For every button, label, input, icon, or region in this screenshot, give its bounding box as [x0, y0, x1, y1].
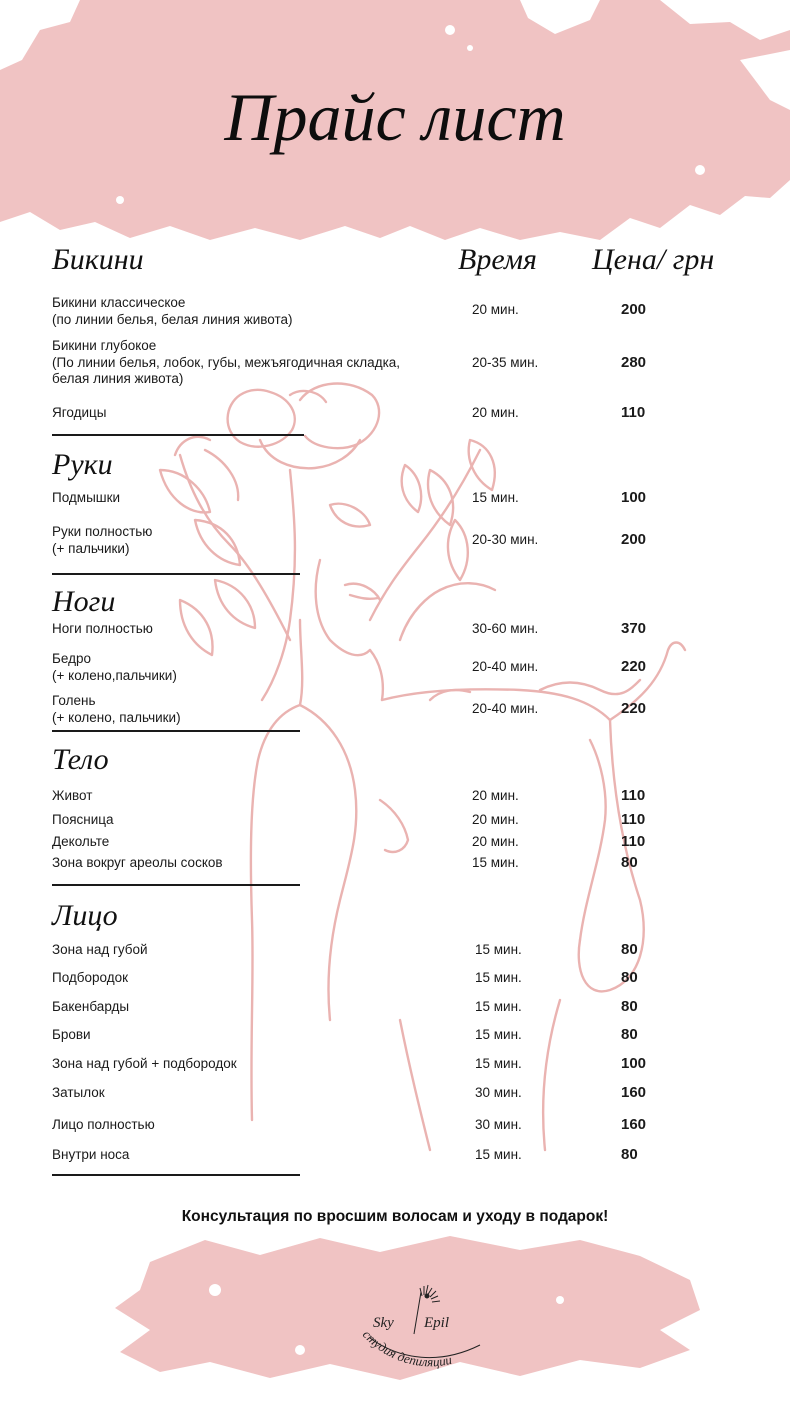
service-price: 80 [621, 969, 638, 986]
service-name: Бакенбарды [52, 999, 130, 1014]
service-price: 160 [621, 1084, 647, 1101]
page-title: Прайс лист [224, 79, 566, 155]
service-name: Поясница [52, 812, 114, 827]
logo-word-sky: Sky [373, 1315, 394, 1331]
service-name: Подбородок [52, 970, 129, 985]
service-name: Ягодицы [52, 405, 107, 420]
service-price: 100 [621, 1055, 647, 1072]
service-time: 15 мин. [475, 999, 522, 1014]
logo-caption [360, 1327, 454, 1370]
service-time: 15 мин. [475, 1147, 522, 1162]
service-name: Затылок [52, 1085, 105, 1100]
service-name: Бикини классическое (по линии белья, белая линия живота) [52, 295, 293, 327]
section-title-face: Лицо [52, 899, 118, 932]
section-title-bikini: Бикини [52, 243, 144, 276]
service-name: Голень (+ колено, пальчики) [52, 693, 181, 725]
gift-note: Консультация по вросшим волосам и уходу в подарок! [181, 1208, 609, 1225]
column-header-time: Время [458, 243, 537, 276]
service-time: 20 мин. [472, 788, 519, 803]
service-time: 20-35 мин. [472, 355, 539, 370]
service-price: 200 [621, 531, 647, 548]
service-name: Ноги полностью [52, 621, 153, 636]
service-time: 20 мин. [472, 405, 519, 420]
service-price: 110 [621, 787, 646, 804]
service-time: 20 мин. [472, 834, 519, 849]
service-price: 80 [621, 854, 638, 871]
service-price: 370 [621, 620, 647, 637]
service-price: 80 [621, 1146, 638, 1163]
service-price: 280 [621, 354, 647, 371]
section-title-legs: Ноги [52, 585, 116, 618]
service-price: 110 [621, 404, 646, 421]
service-price: 80 [621, 1026, 638, 1043]
service-price: 220 [621, 700, 647, 717]
section-title-body: Тело [52, 743, 109, 776]
service-time: 30 мин. [475, 1085, 522, 1100]
service-time: 30 мин. [475, 1117, 522, 1132]
logo-caption-text: студия депиляции [359, 1326, 454, 1370]
service-time: 15 мин. [472, 855, 519, 870]
service-price: 80 [621, 998, 638, 1015]
service-time: 30-60 мин. [472, 621, 539, 636]
service-name: Подмышки [52, 490, 121, 505]
service-time: 15 мин. [475, 1027, 522, 1042]
service-name: Брови [52, 1027, 91, 1042]
service-time: 15 мин. [475, 1056, 522, 1071]
service-price: 220 [621, 658, 647, 675]
service-name: Декольте [52, 834, 110, 849]
logo-word-epil: Epil [424, 1315, 449, 1331]
service-name: Зона над губой [52, 942, 148, 957]
service-time: 20-40 мин. [472, 659, 539, 674]
service-price: 100 [621, 489, 647, 506]
service-price: 110 [621, 833, 646, 850]
section-title-arms: Руки [52, 448, 113, 481]
column-header-price: Цена/ грн [592, 243, 715, 276]
service-time: 15 мин. [475, 942, 522, 957]
service-time: 20 мин. [472, 302, 519, 317]
service-price: 160 [621, 1116, 647, 1133]
service-price: 80 [621, 941, 638, 958]
service-time: 15 мин. [472, 490, 519, 505]
service-name: Руки полностью (+ пальчики) [52, 524, 153, 556]
service-price: 200 [621, 301, 647, 318]
service-name: Лицо полностью [52, 1117, 155, 1132]
service-time: 20-40 мин. [472, 701, 539, 716]
service-name: Зона над губой + подбородок [52, 1056, 237, 1071]
service-time: 20 мин. [472, 812, 519, 827]
service-name: Внутри носа [52, 1147, 130, 1162]
service-time: 20-30 мин. [472, 532, 539, 547]
service-price: 110 [621, 811, 646, 828]
service-name: Бедро (+ колено,пальчики) [52, 651, 177, 683]
service-name: Зона вокруг ареолы сосков [52, 855, 223, 870]
service-time: 15 мин. [475, 970, 522, 985]
service-name: Живот [52, 788, 93, 803]
service-name: Бикини глубокое (По линии белья, лобок, губы, межъягодичная складка, белая линия живота) [52, 338, 401, 386]
